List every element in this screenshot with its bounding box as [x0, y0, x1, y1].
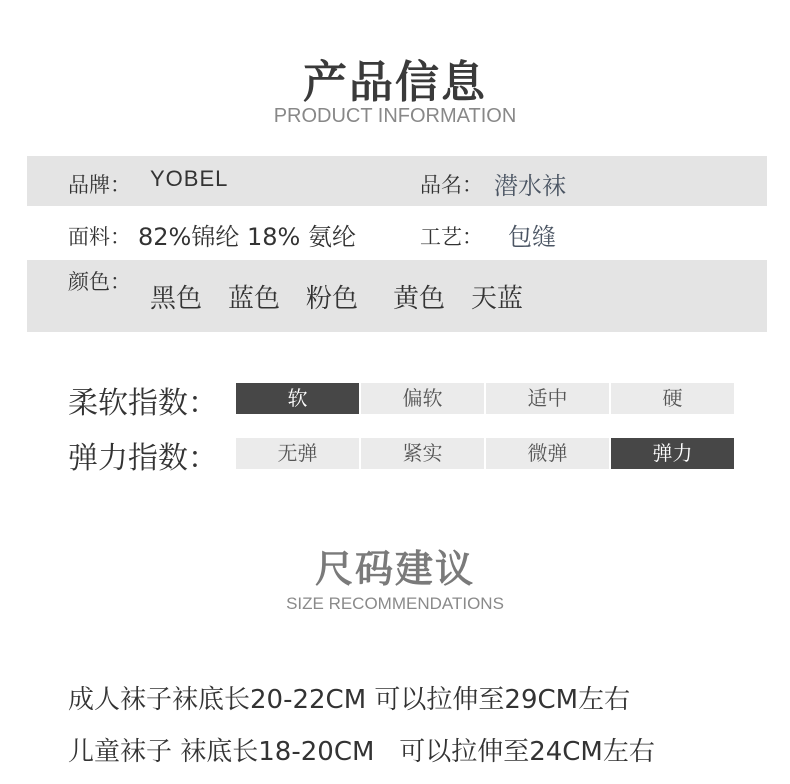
- size-subtitle: SIZE RECOMMENDATIONS: [286, 594, 504, 613]
- softness-option-hard: 硬: [611, 383, 734, 414]
- color-option-yellow: 黄色: [393, 284, 446, 314]
- elasticity-option-slight: 微弹: [486, 438, 609, 469]
- elasticity-label: 弹力指数：: [68, 441, 218, 476]
- brand-value: YOBEL: [150, 166, 229, 191]
- size-line-adult: 成人袜子袜底长20-22CM 可以拉伸至29CM左右: [68, 685, 631, 715]
- craft-label: 工艺：: [420, 225, 483, 249]
- size-title: 尺码建议: [314, 547, 475, 591]
- name-label: 品名：: [420, 173, 483, 197]
- color-option-black: 黑色: [150, 284, 203, 314]
- softness-scale: [236, 383, 736, 414]
- craft-value: 包缝: [508, 223, 556, 251]
- elasticity-option-firm: 紧实: [361, 438, 484, 469]
- product-info-subtitle: PRODUCT INFORMATION: [273, 105, 517, 127]
- product-info-title: 产品信息: [303, 57, 487, 108]
- softness-option-soft: 软: [236, 383, 359, 414]
- info-band-brand: [27, 156, 767, 206]
- brand-label: 品牌：: [68, 173, 131, 197]
- name-value: 潜水袜: [494, 172, 566, 200]
- color-option-skyblue: 天蓝: [471, 284, 524, 314]
- color-option-pink: 粉色: [306, 284, 359, 314]
- elasticity-option-elastic: 弹力: [611, 438, 734, 469]
- size-line-child: 儿童袜子 袜底长18-20CM 可以拉伸至24CM左右: [68, 737, 655, 767]
- softness-option-medium: 适中: [486, 383, 609, 414]
- softness-label: 柔软指数：: [68, 386, 218, 421]
- softness-option-semi-soft: 偏软: [361, 383, 484, 414]
- elasticity-scale: [236, 438, 736, 469]
- fabric-label: 面料：: [68, 225, 131, 249]
- color-option-blue: 蓝色: [228, 284, 281, 314]
- elasticity-option-none: 无弹: [236, 438, 359, 469]
- fabric-value: 82%锦纶 18% 氨纶: [138, 223, 356, 251]
- color-label: 颜色：: [68, 270, 131, 294]
